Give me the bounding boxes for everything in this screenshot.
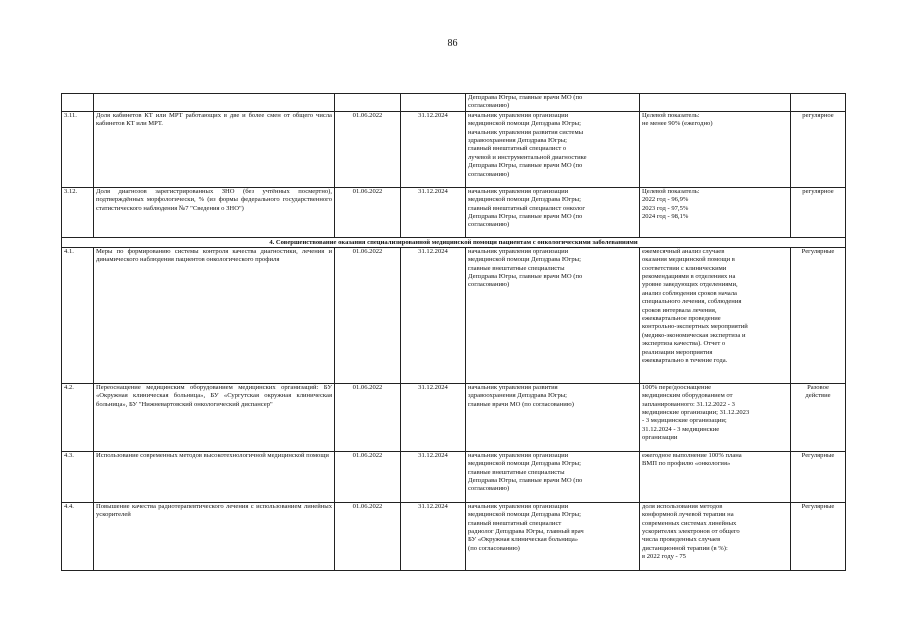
- start-date: 01.06.2022: [335, 187, 401, 237]
- activity-type: Разовое действие: [791, 383, 846, 451]
- activity-name: Доля кабинетов КТ или МРТ работающих в две и более смен от общего числа кабинетов КТ или МРТ.: [94, 111, 335, 187]
- table-row: [62, 187, 846, 237]
- start-date: 01.06.2022: [335, 451, 401, 502]
- end-date: 31.12.2024: [401, 451, 466, 502]
- result: 100% пере/дооснащение медицинским оборудованием от запланированного: 31.12.2022 - 3 медицинские организации; 31.12.2023 - 3 медицинские организации; 31.12.2024 - 3 медицинские организации: [640, 383, 791, 451]
- activity-type: Регулярные: [791, 451, 846, 502]
- result: ежегодное выполнение 100% плана ВМП по профилю «онкология»: [640, 451, 791, 502]
- end-date: 31.12.2024: [401, 111, 466, 187]
- end-date: 31.12.2024: [401, 502, 466, 570]
- activity-type: Регулярные: [791, 247, 846, 383]
- responsible: начальник управления организации медицинской помощи Депздрава Югры; главный внештатный специалист радиолог Депздрава Югры, главный врач БУ «Окружная клиническая больница» (по согласованию): [466, 502, 640, 570]
- section-title: 4. Совершенствование оказания специализированной медицинской помощи пациентам с онкологическими заболеваниями: [62, 237, 846, 247]
- start-date: 01.06.2022: [335, 383, 401, 451]
- activity-type: регулярное: [791, 111, 846, 187]
- result: Целевой показатель: не менее 90% (ежегодно): [640, 111, 791, 187]
- activity-name: Повышение качества радиотерапевтического лечения с использованием линейных ускорителей: [94, 502, 335, 570]
- responsible: начальник управления развития здравоохранения Депздрава Югры; главные врачи МО (по согласованию): [466, 383, 640, 451]
- activity-name: Использование современных методов высокотехнологичной медицинской помощи: [94, 451, 335, 502]
- activity-name: Переоснащение медицинским оборудованием медицинских организаций: БУ «Окружная клиническая больница», БУ «Сургутская окружная клиническая больница», БУ "Нижневартовский онкологический диспансер": [94, 383, 335, 451]
- section-header-row: [62, 237, 846, 247]
- responsible: Депздрава Югры, главные врачи МО (по согласованию): [466, 94, 640, 112]
- page-number: 86: [447, 38, 458, 49]
- start-date: 01.06.2022: [335, 502, 401, 570]
- responsible: начальник управления организации медицинской помощи Депздрава Югры; главные внештатные специалисты Депздрава Югры, главные врачи МО (по согласованию): [466, 247, 640, 383]
- activity-type: регулярное: [791, 187, 846, 237]
- result: [640, 94, 791, 112]
- responsible: начальник управления организации медицинской помощи Депздрава Югры; главные внештатные специалисты Депздрава Югры, главные врачи МО (по согласованию): [466, 451, 640, 502]
- end-date: [401, 94, 466, 112]
- activity-type: [791, 94, 846, 112]
- result: доля использования методов конформной лучевой терапии на современных системах линейных ускорителях электронов от общего числа проведенных случаев дистанционной терапии (в %): в 2022 году - 75: [640, 502, 791, 570]
- row-number: 4.1.: [62, 247, 94, 383]
- result: Целевой показатель: 2022 год - 96,9% 2023 год - 97,5% 2024 год - 98,1%: [640, 187, 791, 237]
- row-number: 4.2.: [62, 383, 94, 451]
- table-row: [62, 94, 846, 112]
- table-row: [62, 451, 846, 502]
- table-row: [62, 502, 846, 570]
- responsible: начальник управления организации медицинской помощи Депздрава Югры; начальник управления развития системы здравоохранения Депздрава Югры; главный внештатный специалист о лучевой и инструментальной диагностике Депздрава Югры, главные врачи МО (по согласованию): [466, 111, 640, 187]
- row-number: 4.3.: [62, 451, 94, 502]
- end-date: 31.12.2024: [401, 383, 466, 451]
- responsible: начальник управления организации медицинской помощи Депздрава Югры; главный внештатный специалист онколог Депздрава Югры, главные врачи МО (по согласованию): [466, 187, 640, 237]
- activity-name: Меры по формированию системы контроля качества диагностики, лечения и динамического наблюдения пациентов онкологического профиля: [94, 247, 335, 383]
- row-number: 4.4.: [62, 502, 94, 570]
- activity-name: [94, 94, 335, 112]
- end-date: 31.12.2024: [401, 247, 466, 383]
- table-row: [62, 111, 846, 187]
- activity-type: Регулярные: [791, 502, 846, 570]
- row-number: [62, 94, 94, 112]
- start-date: 01.06.2022: [335, 111, 401, 187]
- table-row: [62, 383, 846, 451]
- activity-name: Доля диагнозов зарегистрированных ЗНО (без учтённых посмертно), подтверждённых морфологически, % (из формы федерального государственного статистического наблюдения №7 "Сведения о ЗНО"): [94, 187, 335, 237]
- table-row: [62, 247, 846, 383]
- end-date: 31.12.2024: [401, 187, 466, 237]
- result: ежемесячный анализ случаев оказания медицинской помощи в соответствии с клиническими рекомендациями в отделениях на уровне заведующих отделениями, анализ соблюдения сроков начала специального лечения, соблюдения сроков интервала лечения, ежеквартальное проведение контрольно-экспертных мероприятий (медико-экономическая экспертиза и экспертиза качества). Отчет о реализации мероприятия ежеквартально в течение года.: [640, 247, 791, 383]
- action-plan-table: [61, 93, 846, 571]
- start-date: 01.06.2022: [335, 247, 401, 383]
- row-number: 3.12.: [62, 187, 94, 237]
- row-number: 3.11.: [62, 111, 94, 187]
- start-date: [335, 94, 401, 112]
